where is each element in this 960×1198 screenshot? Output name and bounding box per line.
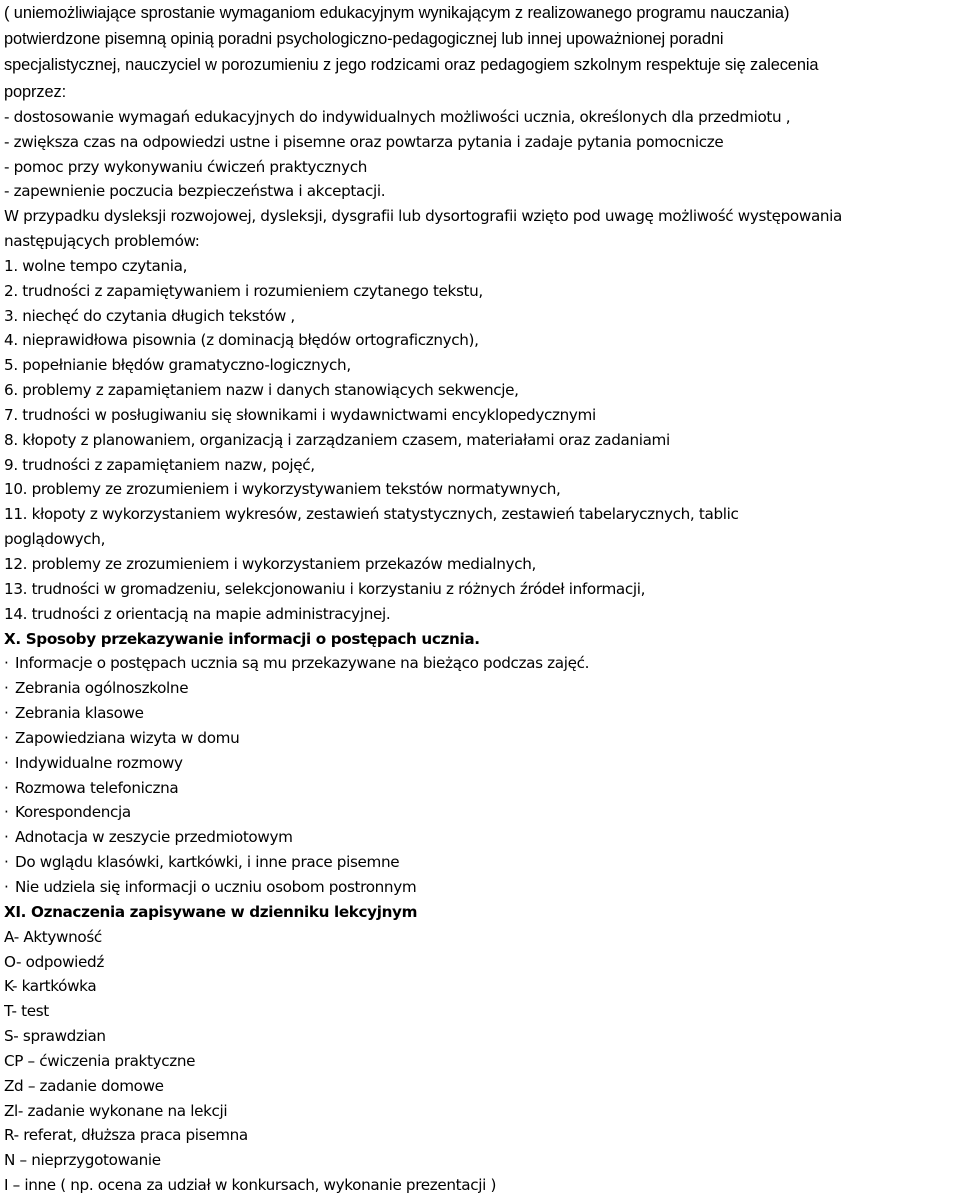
bullet-icon: · <box>4 803 9 822</box>
dyslexia-paragraph <box>4 204 960 254</box>
section-x-item <box>4 701 960 726</box>
section-x-item-text: Indywidualne rozmowy <box>15 753 183 772</box>
section-x-heading: X. Sposoby przekazywanie informacji o postępach ucznia. <box>4 629 480 648</box>
bullet-icon: · <box>4 654 9 673</box>
bullet-icon: · <box>4 828 9 847</box>
problem-item: 10. problemy ze zrozumieniem i wykorzystywaniem tekstów normatywnych, <box>4 480 561 499</box>
problem-item: 13. trudności w gromadzeniu, selekcjonowaniu i korzystaniu z różnych źródeł informacji, <box>4 579 646 598</box>
problem-item: 11. kłopoty z wykorzystaniem wykresów, zestawień statystycznych, zestawień tabelarycznych, tablic <box>4 505 739 524</box>
section-x-item-text: Do wglądu klasówki, kartkówki, i inne prace pisemne <box>15 853 400 872</box>
problem-item: 6. problemy z zapamiętaniem nazw i danych stanowiących sekwencje, <box>4 381 519 400</box>
grade-code-item: T- test <box>4 1002 49 1021</box>
section-x <box>4 627 960 900</box>
section-x-item <box>4 825 960 850</box>
intro-line: potwierdzone pisemną opinią poradni psychologiczno-pedagogicznej lub innej upoważnionej poradni <box>4 30 724 49</box>
adjustment-item: - dostosowanie wymagań edukacyjnych do indywidualnych możliwości ucznia, określonych dla przedmiotu , <box>4 107 791 126</box>
grade-code-item: S- sprawdzian <box>4 1027 106 1046</box>
bullet-icon: · <box>4 877 9 896</box>
dyslexia-line: W przypadku dysleksji rozwojowej, dysleksji, dysgrafii lub dysortografii wzięto pod uwagę możliwość występowania <box>4 207 843 226</box>
bullet-icon: · <box>4 704 9 723</box>
section-x-item-text: Zebrania ogólnoszkolne <box>15 679 189 698</box>
bullet-icon: · <box>4 778 9 797</box>
problem-item: 3. niechęć do czytania długich tekstów , <box>4 306 295 325</box>
bullet-icon: · <box>4 728 9 747</box>
bullet-icon: · <box>4 753 9 772</box>
problem-item: 14. trudności z orientacją na mapie administracyjnej. <box>4 604 391 623</box>
section-x-item <box>4 726 960 751</box>
grade-code-item: K- kartkówka <box>4 977 97 996</box>
dyslexia-line: następujących problemów: <box>4 232 200 251</box>
section-xi <box>4 900 960 1198</box>
section-x-item <box>4 850 960 875</box>
grade-code-item: Zd – zadanie domowe <box>4 1076 164 1095</box>
problem-item: 2. trudności z zapamiętywaniem i rozumieniem czytanego tekstu, <box>4 281 483 300</box>
problem-list <box>4 254 960 627</box>
grade-code-item: I – inne ( np. ocena za udział w konkursach, wykonanie prezentacji ) <box>4 1176 497 1195</box>
section-x-item <box>4 875 960 900</box>
adjustment-list <box>4 105 960 204</box>
intro-line: specjalistycznej, nauczyciel w porozumieniu z jego rodzicami oraz pedagogiem szkolnym respektuje się zalecenia <box>4 56 819 75</box>
section-x-item <box>4 800 960 825</box>
section-x-item <box>4 676 960 701</box>
section-x-item-text: Adnotacja w zeszycie przedmiotowym <box>15 828 293 847</box>
section-x-item <box>4 651 960 676</box>
problem-item: poglądowych, <box>4 530 106 549</box>
section-x-item-text: Rozmowa telefoniczna <box>15 778 179 797</box>
intro-line: poprzez: <box>4 82 67 101</box>
section-x-item-text: Korespondencja <box>15 803 131 822</box>
grade-code-item: O- odpowiedź <box>4 952 104 971</box>
section-x-item-text: Nie udziela się informacji o uczniu osobom postronnym <box>15 877 417 896</box>
grade-code-item: R- referat, dłuższa praca pisemna <box>4 1126 248 1145</box>
problem-item: 1. wolne tempo czytania, <box>4 256 188 275</box>
grade-code-item: Zl- zadanie wykonane na lekcji <box>4 1101 228 1120</box>
section-x-item-text: Informacje o postępach ucznia są mu przekazywane na bieżąco podczas zajęć. <box>15 654 590 673</box>
problem-item: 9. trudności z zapamiętaniem nazw, pojęć, <box>4 455 315 474</box>
section-x-item <box>4 776 960 801</box>
section-x-item <box>4 751 960 776</box>
adjustment-item: - zapewnienie poczucia bezpieczeństwa i akceptacji. <box>4 182 386 201</box>
grade-code-item: N – nieprzygotowanie <box>4 1151 161 1170</box>
problem-item: 7. trudności w posługiwaniu się słownikami i wydawnictwami encyklopedycznymi <box>4 405 596 424</box>
intro-line: ( uniemożliwiające sprostanie wymaganiom edukacyjnym wynikającym z realizowanego programu nauczania) <box>4 4 790 22</box>
grade-code-item: CP – ćwiczenia praktyczne <box>4 1051 196 1070</box>
adjustment-item: - zwiększa czas na odpowiedzi ustne i pisemne oraz powtarza pytania i zadaje pytania pomocnicze <box>4 132 724 151</box>
adjustment-item: - pomoc przy wykonywaniu ćwiczeń praktycznych <box>4 157 367 176</box>
problem-item: 8. kłopoty z planowaniem, organizacją i zarządzaniem czasem, materiałami oraz zadaniami <box>4 430 670 449</box>
section-xi-heading: XI. Oznaczenia zapisywane w dzienniku lekcyjnym <box>4 902 418 921</box>
intro-paragraph <box>4 0 960 105</box>
section-x-item-text: Zapowiedziana wizyta w domu <box>15 728 240 747</box>
problem-item: 5. popełnianie błędów gramatyczno-logicznych, <box>4 356 351 375</box>
bullet-icon: · <box>4 679 9 698</box>
bullet-icon: · <box>4 853 9 872</box>
problem-item: 4. nieprawidłowa pisownia (z dominacją błędów ortograficznych), <box>4 331 479 350</box>
problem-item: 12. problemy ze zrozumieniem i wykorzystaniem przekazów medialnych, <box>4 555 536 573</box>
grade-code-item: A- Aktywność <box>4 927 102 946</box>
section-x-item-text: Zebrania klasowe <box>15 704 144 723</box>
